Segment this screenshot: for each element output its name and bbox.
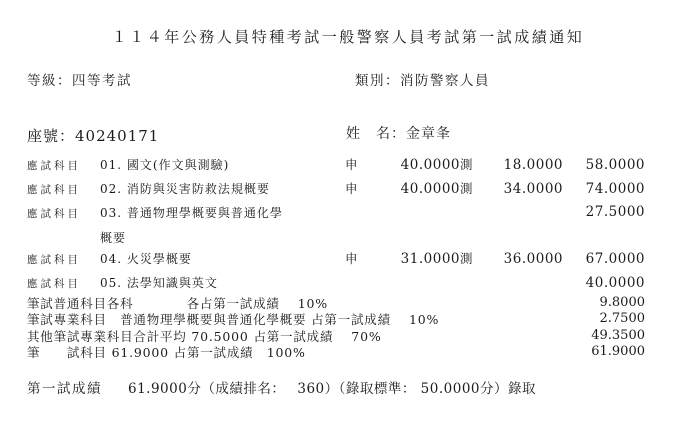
test-score-label: 測 [460,251,473,266]
essay-score-label: 申 [345,181,358,196]
category-field: 類別：消防警察人員 [355,73,490,89]
seat-number-field: 座號：40240171 [27,127,160,145]
subject-row-label: 應試科目 [27,208,81,220]
summary-value: 61.9000 [591,344,645,359]
test-score-value: 18.0000 [503,157,563,173]
essay-score-value: 40.0000 [400,157,460,173]
subject-title: 03. 普通物理學概要與普通化學 [100,206,283,220]
summary-value: 9.8000 [599,295,645,310]
subject-row-label: 應試科目 [27,278,81,290]
essay-score-label: 申 [345,157,358,172]
subject-title: 01. 國文(作文與測驗) [100,158,230,172]
test-score-label: 測 [460,157,473,172]
subject-title-line2: 概要 [100,231,127,245]
grade-field: 等級：四等考試 [27,73,132,89]
subject-total-score: 40.0000 [585,275,645,291]
essay-score-value: 31.0000 [400,251,460,267]
summary-text: 筆試普通科目各科 各占第一試成績 10% [27,296,328,311]
essay-score-value: 40.0000 [400,181,460,197]
subject-row-label: 應試科目 [27,184,81,196]
summary-value: 49.3500 [591,328,645,343]
summary-text: 筆 試科目 61.9000 占第一試成績 100% [27,345,306,360]
document-title: １１４年公務人員特種考試一般警察人員考試第一試成績通知 [111,28,585,46]
essay-score-label: 申 [345,251,358,266]
subject-total-score: 27.5000 [585,204,645,220]
name-field: 姓 名：金章夆 [346,126,451,142]
test-score-value: 36.0000 [503,251,563,267]
final-result-text: 61.9000分（成績排名： 360）（錄取標準： 50.0000分）錄取 [128,381,537,397]
subject-total-score: 74.0000 [585,181,645,197]
subject-title: 05. 法學知識與英文 [100,276,218,290]
test-score-value: 34.0000 [503,181,563,197]
subject-row-label: 應試科目 [27,160,81,172]
summary-value: 2.7500 [599,311,645,326]
subject-title: 04. 火災學概要 [100,252,192,266]
summary-text: 筆試專業科目 普通物理學概要與普通化學概要 占第一試成績 10% [27,312,440,327]
summary-text: 其他筆試專業科目合計平均 70.5000 占第一試成績 70% [27,329,382,344]
subject-total-score: 58.0000 [585,157,645,173]
subject-total-score: 67.0000 [585,251,645,267]
subject-row-label: 應試科目 [27,254,81,266]
test-score-label: 測 [460,181,473,196]
final-result-label: 第一試成績 [27,381,102,397]
subject-title: 02. 消防與災害防救法規概要 [100,182,270,196]
